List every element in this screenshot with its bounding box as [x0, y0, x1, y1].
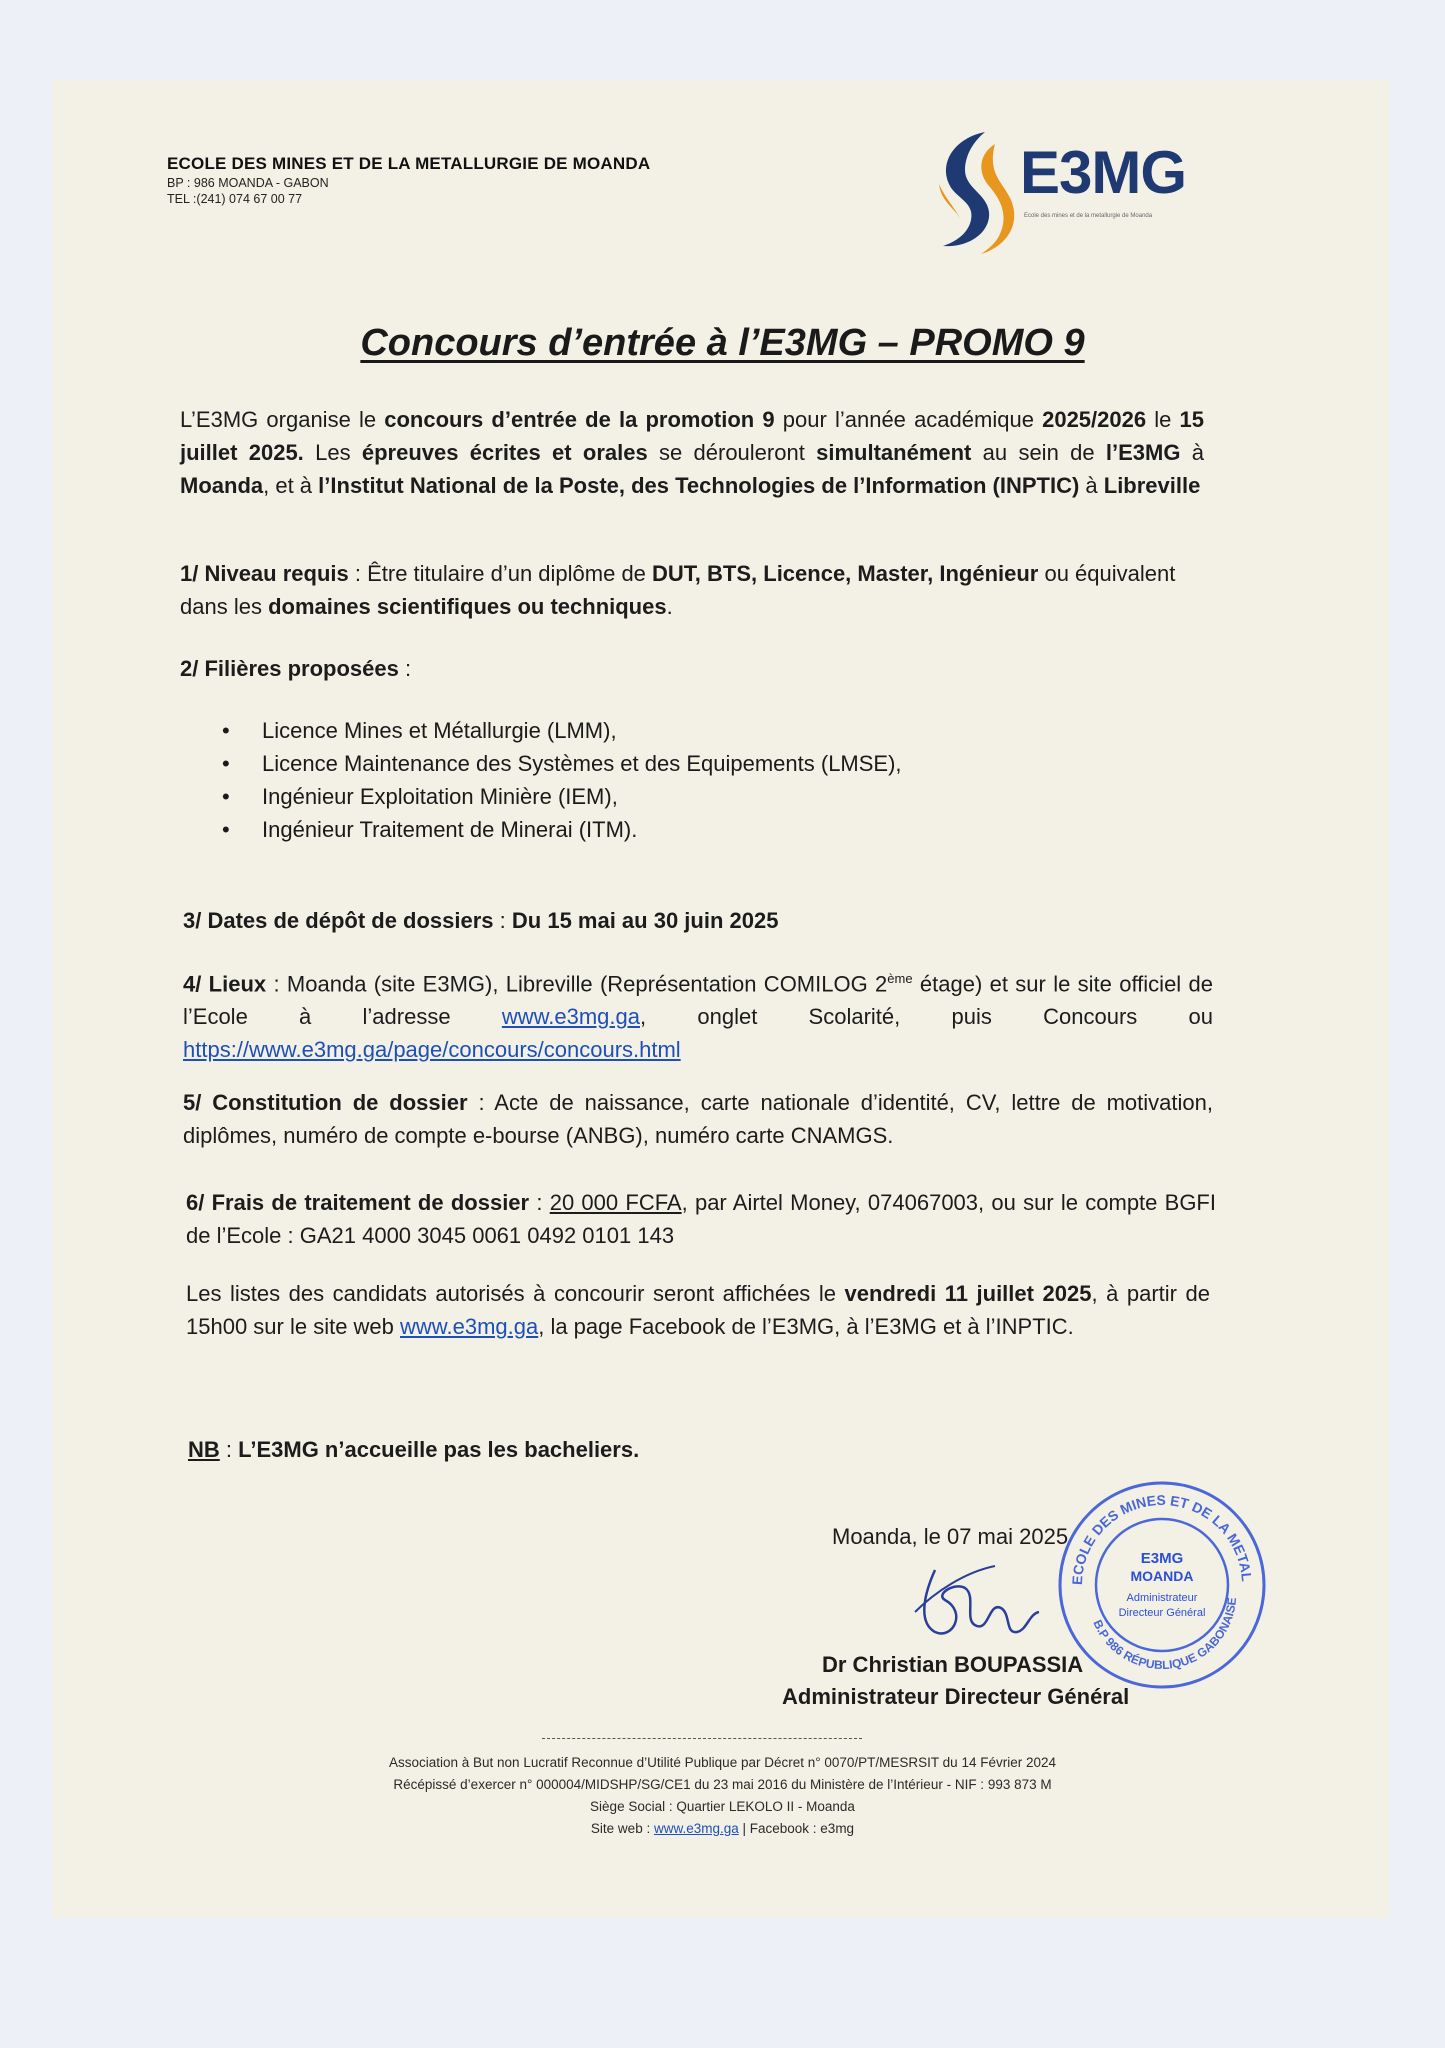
website-link[interactable]: www.e3mg.ga [501, 1004, 641, 1030]
footer-line-web: Site web : www.e3mg.ga | Facebook : e3mg [590, 1821, 855, 1836]
signatory-role: Administrateur Directeur Général [782, 1684, 1130, 1709]
school-bp: BP : 986 MOANDA - GABON [167, 176, 329, 190]
website-link[interactable]: www.e3mg.ga [400, 1314, 539, 1339]
svg-text:Directeur Général: Directeur Général [1118, 1607, 1206, 1619]
svg-text:Administrateur: Administrateur [1126, 1592, 1198, 1604]
section2-label: 2/ Filières proposées [180, 656, 399, 681]
official-stamp [1052, 1475, 1272, 1695]
section5-label: 5/ Constitution de dossier [183, 1090, 468, 1115]
logo-tagline: Ecole des mines et de la metallurgie de Moanda [1024, 213, 1153, 219]
section6-label: 6/ Frais de traitement de dossier [186, 1190, 530, 1215]
place-date: Moanda, le 07 mai 2025 [832, 1524, 1069, 1549]
candidates-list-paragraph: Les listes des candidats autorisés à concourir seront affichées le vendredi 11 juillet 2025, à partir de 15h00 sur le site web www.e3mg.ga, la page Facebook de l’E3MG, à l’E3MG et à l’INPTIC. [186, 1281, 1210, 1339]
school-name: ECOLE DES MINES ET DE LA METALLURGIE DE MOANDA [167, 154, 651, 173]
footer-divider [542, 1738, 862, 1739]
handwritten-signature-icon [905, 1552, 1045, 1652]
section-niveau-requis: 1/ Niveau requis : Être titulaire d’un diplôme de DUT, BTS, Licence, Master, Ingénieur ou équivalent dans les domaines scientifiques ou techniques. [180, 561, 1176, 619]
svg-text:E3MG: E3MG [1140, 1550, 1184, 1567]
flame-logo-icon [925, 124, 1025, 256]
section-filieres: 2/ Filières proposées : [180, 656, 412, 681]
list-item: • Licence Mines et Métallurgie (LMM), [218, 714, 902, 747]
footer [0, 1752, 1445, 1840]
filieres-list [218, 714, 902, 846]
section-dates-depot: 3/ Dates de dépôt de dossiers : Du 15 mai au 30 juin 2025 [183, 908, 779, 933]
stamp-icon [1052, 1475, 1272, 1695]
e3mg-logo [925, 124, 1190, 256]
signatory-name: Dr Christian BOUPASSIA [822, 1652, 1084, 1677]
nb-label: NB [188, 1437, 220, 1462]
footer-line-recepisse: Récépissé d’exercer n° 000004/MIDSHP/SG/CE1 du 23 mai 2016 du Ministère de l’Intérieur - NIF : 993 873 M [393, 1777, 1052, 1792]
school-header [167, 154, 650, 206]
page-title [0, 322, 1445, 365]
section-constitution-dossier: 5/ Constitution de dossier : Acte de naissance, carte nationale d’identité, CV, lettre de motivation, diplômes, numéro de compte e-bourse (ANBG), numéro carte CNAMGS. [183, 1090, 1213, 1148]
section3-label: 3/ Dates de dépôt de dossiers [183, 908, 494, 933]
list-item: • Ingénieur Exploitation Minière (IEM), [218, 780, 902, 813]
concours-page-link[interactable]: https://www.e3mg.ga/page/concours/concours.html [183, 1037, 681, 1063]
svg-text:ECOLE DES MINES ET DE LA METAL: ECOLE DES MINES ET DE LA METAL [1068, 1491, 1255, 1586]
nb-note: NB : L’E3MG n’accueille pas les bacheliers. [188, 1437, 640, 1462]
section-frais-dossier: 6/ Frais de traitement de dossier : 20 000 FCFA, par Airtel Money, 074067003, ou sur le compte BGFI de l’Ecole : GA21 4000 3045 0061 0492 0101 143 [186, 1190, 1216, 1248]
section4-label: 4/ Lieux [183, 971, 267, 997]
intro-paragraph: L’E3MG organise le concours d’entrée de la promotion 9 pour l’année académique 2025/2026 le 15 juillet 2025. Les épreuves écrites et orales se dérouleront simultanément au sein de l’E3MG à Moanda, et à l’Institut National de la Poste, des Technologies de l’Information (INPTIC) à Libreville [180, 407, 1205, 498]
svg-text:B.P 986 RÉPUBLIQUE GABONAISE: B.P 986 RÉPUBLIQUE GABONAISE [1090, 1596, 1240, 1673]
section1-label: 1/ Niveau requis [180, 561, 349, 586]
school-tel: TEL :(241) 074 67 00 77 [167, 192, 303, 206]
list-item: • Ingénieur Traitement de Minerai (ITM). [218, 813, 902, 846]
logo-wordmark: E3MG [1020, 139, 1187, 206]
title-text: Concours d’entrée à l’E3MG – PROMO 9 [360, 322, 1085, 364]
svg-text:MOANDA: MOANDA [1130, 1568, 1194, 1584]
list-item: • Licence Maintenance des Systèmes et des Equipements (LMSE), [218, 747, 902, 780]
footer-line-decree: Association à But non Lucratif Reconnue d’Utilité Publique par Décret n° 0070/PT/MESRSIT du 14 Février 2024 [388, 1755, 1056, 1770]
footer-website-link[interactable]: www.e3mg.ga [653, 1821, 739, 1836]
section-lieux: 4/ Lieux : Moanda (site E3MG), Libreville (Représentation COMILOG 2ème étage) et sur le site officiel de l’Ecole à l’adresse www.e3mg.ga, onglet Scolarité, puis Concours ou https://www.e3mg.ga/page/concours/concours.html [183, 971, 1213, 1063]
fee-amount: 20 000 FCFA [549, 1190, 682, 1215]
footer-line-siege: Siège Social : Quartier LEKOLO II - Moanda [590, 1799, 855, 1814]
